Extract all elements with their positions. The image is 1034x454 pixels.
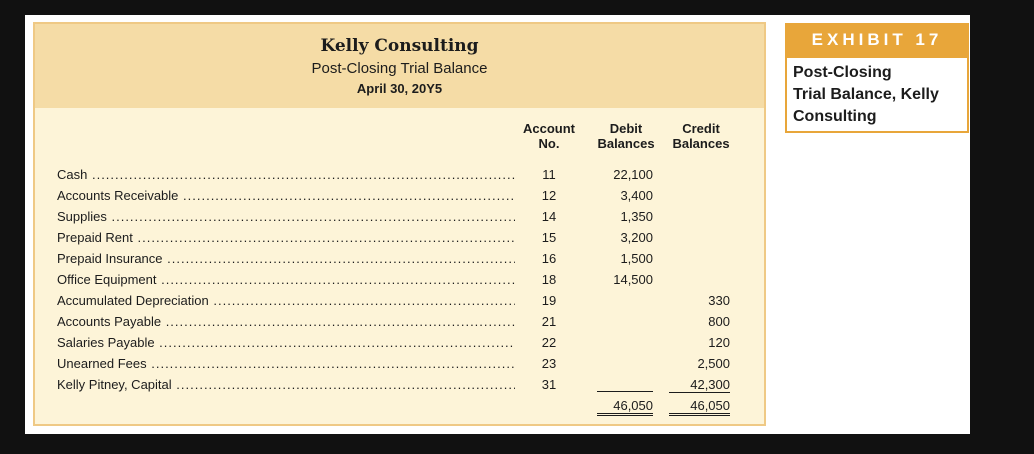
credit-total: 46,050 (669, 398, 730, 416)
account-number: 31 (541, 377, 557, 392)
account-name: Office Equipment ..... (57, 272, 515, 287)
debit-value: 1,500 (620, 251, 653, 266)
credit-header-line2: Balances (672, 136, 730, 151)
statement-date: April 30, 20Y5 (356, 81, 443, 96)
table-row (35, 293, 764, 314)
account-number: 12 (541, 188, 557, 203)
table-row (35, 167, 764, 188)
account-header-line2: No. (538, 136, 560, 151)
credit-value: 800 (708, 314, 730, 329)
debit-total-rule (597, 391, 653, 392)
account-number: 15 (541, 230, 557, 245)
credit-value: 120 (708, 335, 730, 350)
credit-header (667, 121, 735, 151)
account-no-header (519, 121, 579, 151)
account-name: Prepaid Rent ..... (57, 230, 515, 245)
account-number: 18 (541, 272, 557, 287)
account-number: 14 (541, 209, 557, 224)
credit-value: 2,500 (697, 356, 730, 371)
trial-balance-statement (33, 22, 766, 426)
account-header-line1: Account (523, 121, 575, 136)
debit-value: 14,500 (613, 272, 653, 287)
statement-header (35, 24, 764, 108)
exhibit-box (785, 23, 969, 133)
account-number: 21 (541, 314, 557, 329)
debit-header-line2: Balances (597, 136, 655, 151)
account-name: Salaries Payable ..... (57, 335, 515, 350)
table-row (35, 272, 764, 293)
account-name: Accumulated Depreciation ..... (57, 293, 515, 308)
debit-value: 3,200 (620, 230, 653, 245)
account-number: 22 (541, 335, 557, 350)
account-number: 16 (541, 251, 557, 266)
debit-value: 3,400 (620, 188, 653, 203)
exhibit-tag: EXHIBIT 17 (785, 23, 969, 56)
exhibit-caption-line3: Consulting (793, 108, 877, 125)
table-row (35, 251, 764, 272)
debit-header-line1: Debit (609, 121, 643, 136)
account-number: 19 (541, 293, 557, 308)
credit-value: 330 (708, 293, 730, 308)
table-row (35, 209, 764, 230)
table-row (35, 314, 764, 335)
credit-header-line1: Credit (682, 121, 720, 136)
debit-header (593, 121, 659, 151)
totals-row (35, 398, 764, 419)
debit-total: 46,050 (597, 398, 653, 416)
table-row (35, 335, 764, 356)
account-name: Unearned Fees ..... (57, 356, 515, 371)
account-name: Cash ..... (57, 167, 515, 182)
credit-value: 42,300 (669, 377, 730, 393)
table-row (35, 188, 764, 209)
account-number: 23 (541, 356, 557, 371)
exhibit-caption-line2: Trial Balance, Kelly (793, 86, 939, 103)
company-name: Kelly Consulting (320, 36, 479, 56)
account-number: 11 (542, 167, 556, 182)
exhibit-caption-line1: Post-Closing (793, 64, 892, 81)
account-name: Prepaid Insurance ..... (57, 251, 515, 266)
account-name: Kelly Pitney, Capital ..... (57, 377, 515, 392)
account-name: Supplies ..... (57, 209, 515, 224)
exhibit-caption (785, 56, 969, 133)
table-row (35, 230, 764, 251)
table-row (35, 377, 764, 398)
account-name: Accounts Receivable ..... (57, 188, 515, 203)
debit-value: 22,100 (613, 167, 653, 182)
table-row (35, 356, 764, 377)
statement-title: Post-Closing Trial Balance (311, 60, 488, 77)
debit-value: 1,350 (620, 209, 653, 224)
account-name: Accounts Payable ..... (57, 314, 515, 329)
